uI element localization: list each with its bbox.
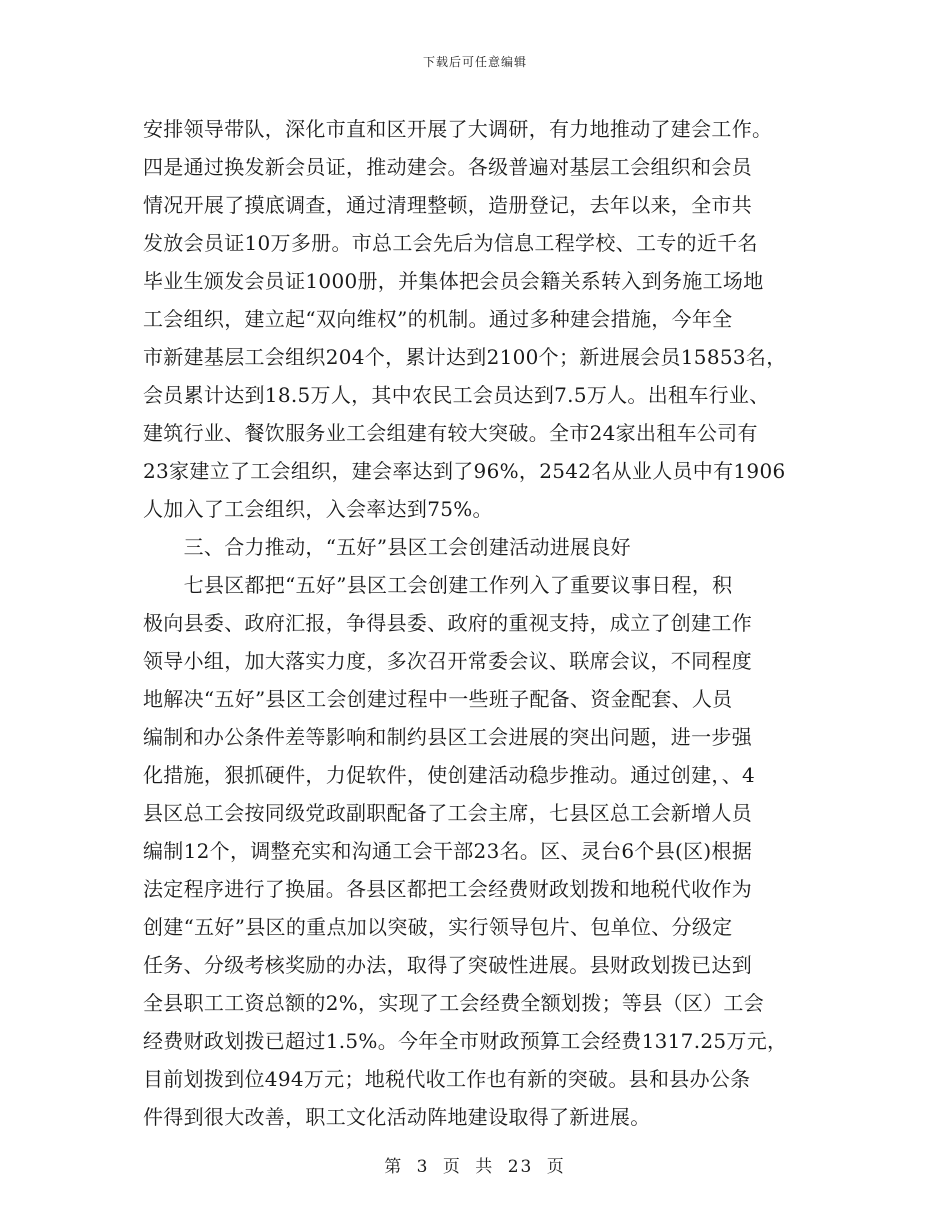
text-line-7: 市新建基层工会组织204个，累计达到2100个；新进展会员15853名， <box>143 345 787 369</box>
text-line-25: 经费财政划拨已超过1.5%。今年全市财政预算工会经费1317.25万元， <box>143 1029 788 1053</box>
text-line-19: 县区总工会按同级党政副职配备了工会主席，七县区总工会新增人员 <box>143 801 752 825</box>
text-line-26: 目前划拨到位494万元；地税代收工作也有新的突破。县和县办公条 <box>143 1067 751 1091</box>
document-body <box>143 110 813 1136</box>
text-line-24: 全县职工工资总额的2%，实现了工会经费全额划拨；等县（区）工会 <box>143 991 765 1015</box>
text-line-23: 任务、分级考核奖励的办法，取得了突破性进展。县财政划拨已达到 <box>143 953 752 977</box>
text-line-3: 情况开展了摸底调查，通过清理整顿，造册登记，去年以来，全市共 <box>143 193 752 217</box>
page-number-footer: 第 3 页 共 23 页 <box>384 1157 566 1177</box>
text-line-20: 编制12个，调整充实和沟通工会干部23名。区、灵台6个县(区)根据 <box>143 839 753 863</box>
text-line-6: 工会组织，建立起“双向维权”的机制。通过多种建会措施，今年全 <box>143 307 733 331</box>
text-line-18: 化措施，狠抓硬件，力促软件，使创建活动稳步推动。通过创建，、4 <box>143 763 756 787</box>
text-line-16: 地解决“五好”县区工会创建过程中一些班子配备、资金配套、人员 <box>143 687 733 711</box>
text-line-13: 七县区都把“五好”县区工会创建工作列入了重要议事日程，积 <box>143 573 733 597</box>
text-line-1: 安排领导带队，深化市直和区开展了大调研，有力地推动了建会工作。 <box>143 117 773 141</box>
section-heading: 三、合力推动，“五好”县区工会创建活动进展良好 <box>143 535 631 559</box>
text-line-21: 法定程序进行了换届。各县区都把工会经费财政划拨和地税代收作为 <box>143 877 752 901</box>
text-line-10: 23家建立了工会组织，建会率达到了96%，2542名从业人员中有1906 <box>143 459 786 483</box>
page-header: 下载后可任意编辑 <box>422 55 527 69</box>
text-line-22: 创建“五好”县区的重点加以突破，实行领导包片、包单位、分级定 <box>143 915 733 939</box>
text-line-17: 编制和办公条件差等影响和制约县区工会进展的突出问题，进一步强 <box>143 725 752 749</box>
text-line-9: 建筑行业、餐饮服务业工会组建有较大突破。全市24家出租车公司有 <box>143 421 758 445</box>
text-line-27: 件得到很大改善，职工文化活动阵地建设取得了新进展。 <box>143 1105 651 1129</box>
text-line-4: 发放会员证10万多册。市总工会先后为信息工程学校、工专的近千名 <box>143 231 758 255</box>
text-line-14: 极向县委、政府汇报，争得县委、政府的重视支持，成立了创建工作 <box>143 611 752 635</box>
text-line-11: 人加入了工会组织，入会率达到75%。 <box>143 497 493 521</box>
text-line-5: 毕业生颁发会员证1000册，并集体把会员会籍关系转入到务施工场地 <box>143 269 764 293</box>
text-line-2: 四是通过换发新会员证，推动建会。各级普遍对基层工会组织和会员 <box>143 155 752 179</box>
text-line-8: 会员累计达到18.5万人，其中农民工会员达到7.5万人。出租车行业、 <box>143 383 770 407</box>
text-line-15: 领导小组，加大落实力度，多次召开常委会议、联席会议，不同程度 <box>143 649 752 673</box>
